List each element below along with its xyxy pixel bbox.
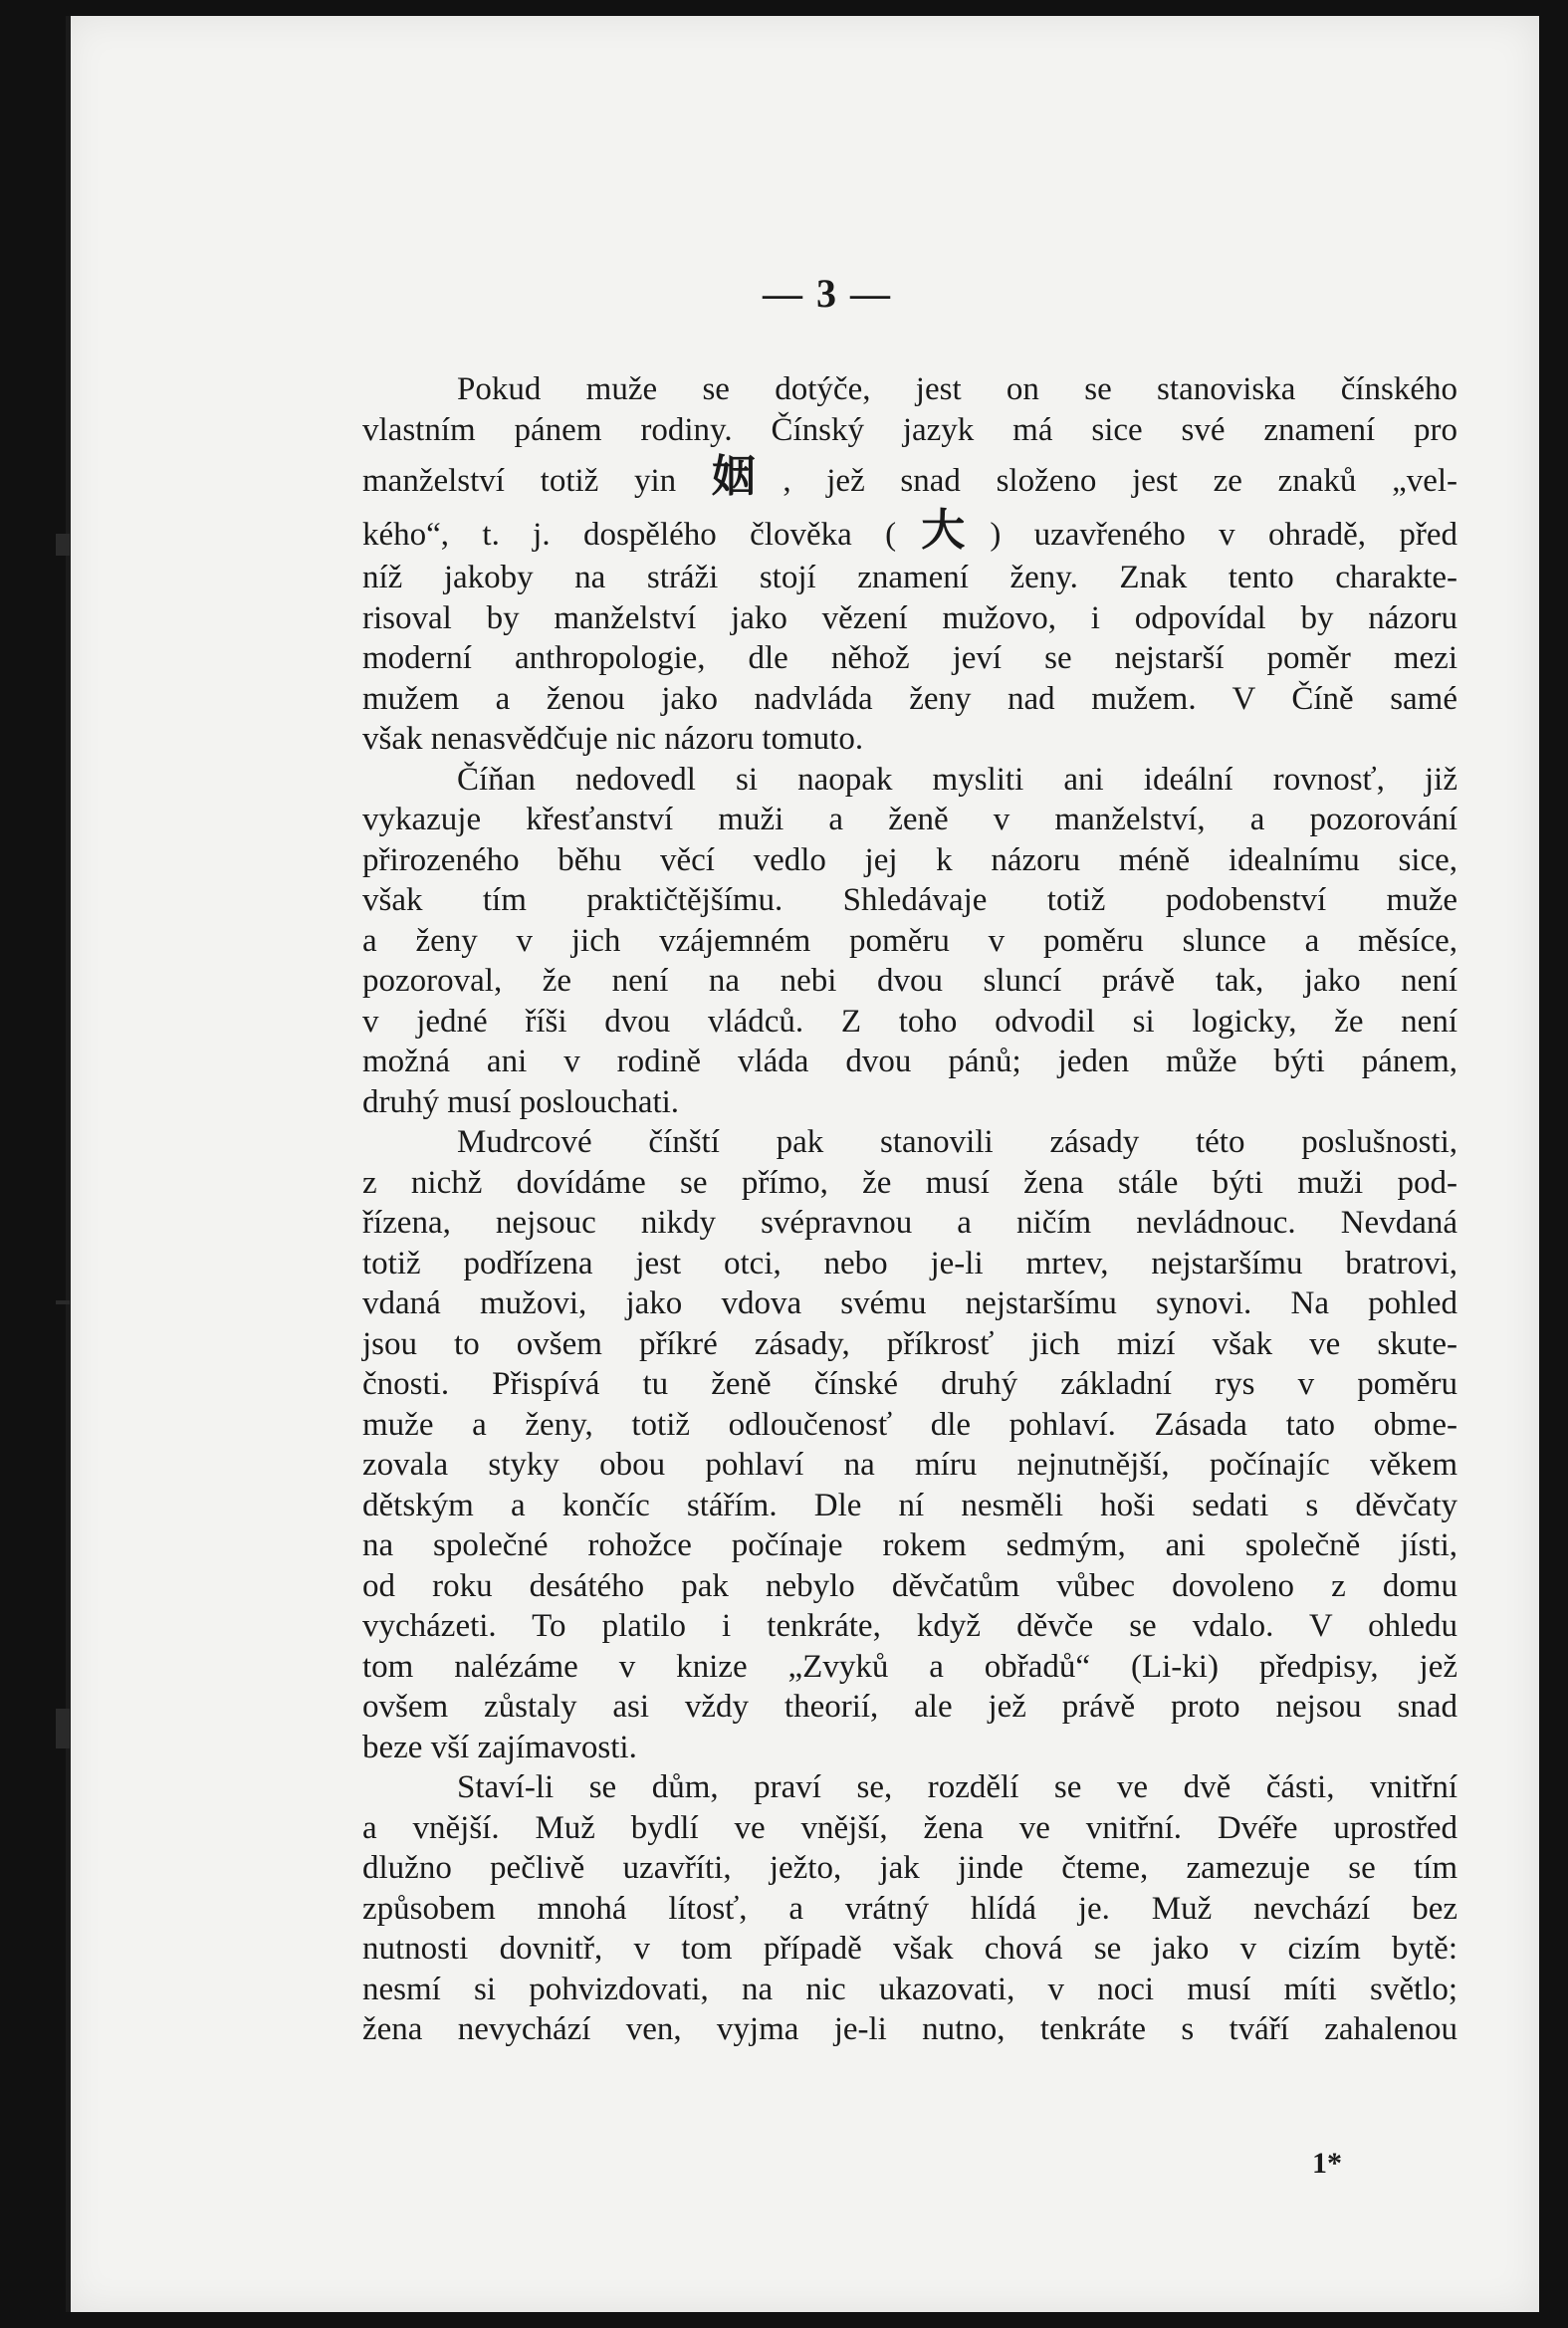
- text-line: možná ani v rodině vláda dvou pánů; jeden může býti pánem,: [362, 1044, 1457, 1079]
- text-line: z nichž dovídáme se přímo, že musí žena stále býti muži pod-: [362, 1164, 1457, 1201]
- text-line: pozoroval, že není na nebi dvou sluncí právě tak, jako není: [362, 963, 1457, 999]
- text-line: [362, 450, 1457, 504]
- text-line: jsou to ovšem příkré zásady, příkrosť jich mizí však ve skute-: [362, 1325, 1457, 1362]
- text-line: nesmí si pohvizdovati, na nic ukazovati, v noci musí míti světlo;: [362, 1971, 1457, 2007]
- page-binding-edge: [66, 16, 71, 2312]
- text-line: beze vší zajímavosti.: [362, 1729, 637, 1765]
- text-line: dlužno pečlivě uzavříti, ježto, jak jinde čteme, zamezuje se tím: [362, 1850, 1457, 1886]
- text-line: od roku desátého pak nebylo děvčatům vůbec dovoleno z domu: [362, 1567, 1457, 1604]
- text-segment: manželství totiž yin: [362, 463, 712, 499]
- text-line: vycházeti. To platilo i tenkráte, když děvče se vdalo. V ohledu: [362, 1608, 1457, 1644]
- text-line: Staví-li se dům, praví se, rozdělí se ve dvě části, vnitřní: [457, 1769, 1457, 1805]
- margin-mark: [56, 534, 70, 556]
- text-segment: ) uzavřeného v ohradě, před: [990, 517, 1457, 553]
- body-text: [362, 369, 1457, 2050]
- text-line: vlastním pánem rodiny. Čínský jazyk má sice své znamení pro: [362, 411, 1457, 448]
- text-line: muže a ženy, totiž odloučenosť dle pohlaví. Zásada tato obme-: [362, 1406, 1457, 1443]
- text-segment: kého“, t. j. dospělého člověka (: [362, 517, 897, 553]
- book-page: [66, 16, 1539, 2312]
- text-line: dětským a končíc stářím. Dle ní nesměli hoši sedati s děvčaty: [362, 1487, 1457, 1523]
- text-line: [362, 504, 1457, 558]
- text-line: vdaná mužovi, jako vdova svému nejstaršímu synovi. Na pohled: [362, 1285, 1457, 1321]
- text-line: však tím praktičtějšímu. Shledávaje totiž podobenství muže: [362, 882, 1457, 918]
- text-line: druhý musí poslouchati.: [362, 1083, 680, 1120]
- text-line: nutnosti dovnitř, v tom případě však chová se jako v cizím bytě:: [362, 1931, 1457, 1967]
- text-line: zovala styky obou pohlaví na míru nejnutnější, počínajíc věkem: [362, 1447, 1457, 1483]
- text-line: risoval by manželství jako vězení mužovo, i odpovídal by názoru: [362, 599, 1457, 636]
- margin-mark: [56, 1709, 70, 1748]
- text-line: vykazuje křesťanství muži a ženě v manželství, a pozorování: [362, 802, 1457, 837]
- page-number: — 3 —: [763, 271, 892, 316]
- text-line: a ženy v jich vzájemném poměru v poměru slunce a měsíce,: [362, 922, 1457, 959]
- text-line: způsobem mnohá lítosť, a vrátný hlídá je. Muž nevchází bez: [362, 1890, 1457, 1927]
- text-line: totiž podřízena jest otci, nebo je-li mrtev, nejstaršímu bratrovi,: [362, 1245, 1457, 1281]
- text-line: v jedné říši dvou vládců. Z toho odvodil si logicky, že není: [362, 1003, 1457, 1040]
- text-line: moderní anthropologie, dle něhož jeví se nejstarší poměr mezi: [362, 640, 1457, 676]
- text-line: tom nalézáme v knize „Zvyků a obřadů“ (Li-ki) předpisy, jež: [362, 1648, 1457, 1685]
- text-line: Mudrcové čínští pak stanovili zásady této poslušnosti,: [457, 1124, 1457, 1160]
- text-segment: , jež snad složeno jest ze znaků „vel-: [783, 463, 1458, 499]
- chinese-character: 大: [896, 505, 991, 556]
- text-line: na společné rohožce počínaje rokem sedmým, ani společně jísti,: [362, 1527, 1457, 1563]
- text-line: níž jakoby na stráži stojí znamení ženy. Znak tento charakte-: [362, 560, 1457, 595]
- text-line: Pokud muže se dotýče, jest on se stanoviska čínského: [457, 371, 1457, 407]
- text-line: žena nevychází ven, vyjma je-li nutno, tenkráte s tváří zahalenou: [362, 2011, 1457, 2047]
- text-line: mužem a ženou jako nadvláda ženy nad mužem. V Číně samé: [362, 680, 1457, 717]
- printer-signature-mark: 1*: [1312, 2147, 1342, 2180]
- text-line: ovšem zůstaly asi vždy theorií, ale jež právě proto nejsou snad: [362, 1689, 1457, 1725]
- margin-mark: [56, 1300, 70, 1304]
- text-line: přirozeného běhu věcí vedlo jej k názoru méně idealnímu sice,: [362, 841, 1457, 878]
- text-line: však nenasvědčuje nic názoru tomuto.: [362, 721, 864, 757]
- text-line: čnosti. Přispívá tu ženě čínské druhý základní rys v poměru: [362, 1366, 1457, 1402]
- text-line: a vnější. Muž bydlí ve vnější, žena ve vnitřní. Dvéře uprostřed: [362, 1809, 1457, 1846]
- text-line: Číňan nedovedl si naopak mysliti ani ideální rovnosť, již: [457, 761, 1457, 798]
- chinese-character: 姻: [711, 451, 784, 502]
- text-line: řízena, nejsouc nikdy svépravnou a ničím nevládnouc. Nevdaná: [362, 1205, 1457, 1241]
